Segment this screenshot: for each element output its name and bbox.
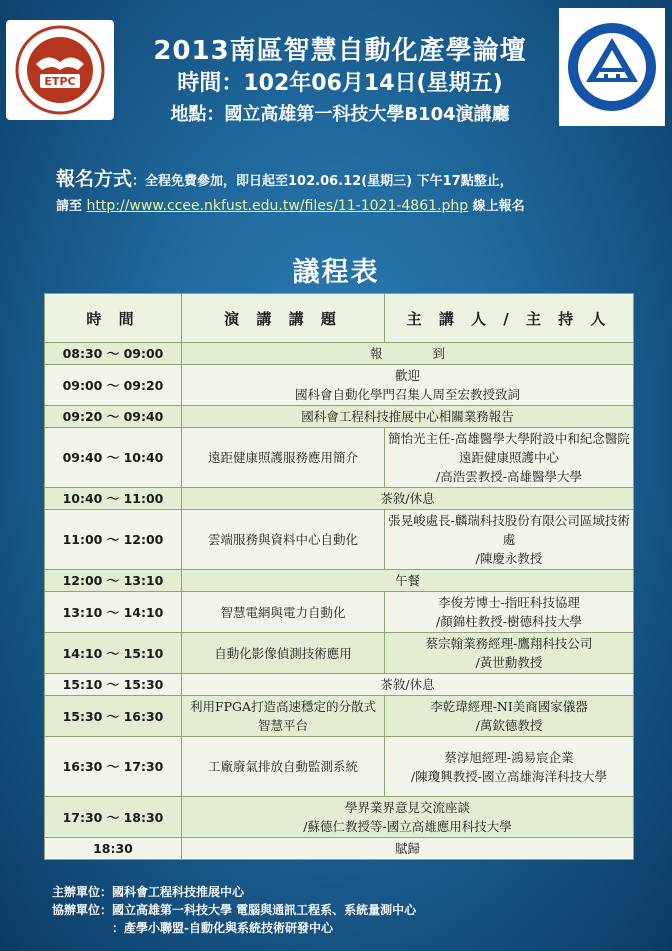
agenda-table xyxy=(44,293,634,860)
agenda-speaker: 李俊芳博士-指旺科技協理 /顏錦柱教授-樹德科技大學 xyxy=(385,592,634,633)
agenda-row xyxy=(45,510,634,570)
agenda-time: 09:20 ～ 09:40 xyxy=(45,406,182,428)
registration-prefix: 請至 xyxy=(56,199,83,214)
agenda-session: 茶敘/休息 xyxy=(182,488,634,510)
agenda-topic: 遠距健康照護服務應用簡介 xyxy=(182,428,385,488)
column-header-time: 時 間 xyxy=(45,294,182,343)
co-host-unit: 協辦單位：國立高雄第一科技大學 電腦與通訊工程系、系統量測中心 xyxy=(52,903,417,917)
agenda-session: 午餐 xyxy=(182,570,634,592)
university-logo xyxy=(559,8,665,126)
agenda-time: 15:30 ～ 16:30 xyxy=(45,696,182,737)
agenda-topic: 利用FPGA打造高速穩定的分散式智慧平台 xyxy=(182,696,385,737)
agenda-time: 11:00 ～ 12:00 xyxy=(45,510,182,570)
agenda-header-row xyxy=(45,294,634,343)
organizers xyxy=(52,883,652,937)
agenda-session: 學界業界意見交流座談 /蘇德仁教授等-國立高雄應用科技大學 xyxy=(182,797,634,838)
agenda-row xyxy=(45,365,634,406)
agenda-row xyxy=(45,406,634,428)
agenda-speaker: 李乾瑋經理-NI美商國家儀器 /萬欽德教授 xyxy=(385,696,634,737)
agenda-session: 歡迎 國科會自動化學門召集人周至宏教授致詞 xyxy=(182,365,634,406)
agenda-session: 報 到 xyxy=(182,343,634,365)
agenda-row xyxy=(45,428,634,488)
agenda-body xyxy=(45,343,634,860)
agenda-time: 13:10 ～ 14:10 xyxy=(45,592,182,633)
agenda-time: 16:30 ～ 17:30 xyxy=(45,737,182,797)
agenda-row xyxy=(45,633,634,674)
agenda-row xyxy=(45,838,634,860)
registration-link[interactable]: http://www.ccee.nkfust.edu.tw/files/11-1021-4861.php xyxy=(86,198,469,214)
event-place: 地點：國立高雄第一科技大學B104演講廳 xyxy=(170,104,510,125)
registration-line-2 xyxy=(56,194,656,219)
agenda-time: 17:30 ～ 18:30 xyxy=(45,797,182,838)
column-header-topic: 演 講 講 題 xyxy=(182,294,385,343)
agenda-time: 14:10 ～ 15:10 xyxy=(45,633,182,674)
agenda-row xyxy=(45,674,634,696)
agenda-row xyxy=(45,343,634,365)
agenda-row xyxy=(45,797,634,838)
column-header-speaker: 主 講 人 / 主 持 人 xyxy=(385,294,634,343)
agenda-speaker: 蔡宗翰業務經理-鷹翔科技公司 /黃世勳教授 xyxy=(385,633,634,674)
agenda-time: 12:00 ～ 13:10 xyxy=(45,570,182,592)
registration-text: ：全程免費參加，即日起至102.06.12(星期三) 下午17點整止， xyxy=(132,174,513,189)
host-unit: 主辦單位：國科會工程科技推展中心 xyxy=(52,885,245,899)
etpc-logo-text: ETPC xyxy=(44,75,76,88)
agenda-speaker: 簡怡光主任-高雄醫學大學附設中和紀念醫院遠距健康照護中心 /高浩雲教授-高雄醫學大學 xyxy=(385,428,634,488)
agenda-speaker: 蔡淳旭經理-鴻易宸企業 /陳瓊興教授-國立高雄海洋科技大學 xyxy=(385,737,634,797)
registration-line-1 xyxy=(56,167,656,194)
registration-label: 報名方式 xyxy=(56,168,133,190)
agenda-row xyxy=(45,570,634,592)
agenda-topic: 自動化影像偵測技術應用 xyxy=(182,633,385,674)
event-title: 2013南區智慧自動化產學論壇 xyxy=(153,36,527,66)
agenda-row xyxy=(45,737,634,797)
agenda-row xyxy=(45,592,634,633)
agenda-topic: 智慧電網與電力自動化 xyxy=(182,592,385,633)
event-time: 時間：102年06月14日(星期五) xyxy=(177,71,503,96)
etpc-logo xyxy=(6,20,114,120)
agenda-row xyxy=(45,696,634,737)
agenda-time: 10:40 ～ 11:00 xyxy=(45,488,182,510)
co-host-unit-2: ：產學小聯盟-自動化與系統技術研發中心 xyxy=(52,921,333,935)
agenda-time: 09:40 ～ 10:40 xyxy=(45,428,182,488)
agenda-time: 09:00 ～ 09:20 xyxy=(45,365,182,406)
agenda-session: 國科會工程科技推展中心相關業務報告 xyxy=(182,406,634,428)
registration-suffix: 線上報名 xyxy=(468,199,525,214)
agenda-speaker: 張晃峻處長-麟瑞科技股份有限公司區域技術處 /陳慶永教授 xyxy=(385,510,634,570)
agenda-topic: 雲端服務與資料中心自動化 xyxy=(182,510,385,570)
agenda-session: 賦歸 xyxy=(182,838,634,860)
agenda-time: 08:30 ～ 09:00 xyxy=(45,343,182,365)
agenda-session: 茶敘/休息 xyxy=(182,674,634,696)
registration-info xyxy=(56,167,656,219)
agenda-title: 議程表 xyxy=(292,257,380,288)
agenda-time: 15:10 ～ 15:30 xyxy=(45,674,182,696)
agenda-topic: 工廠廢氣排放自動監測系統 xyxy=(182,737,385,797)
agenda-row xyxy=(45,488,634,510)
agenda-time: 18:30 xyxy=(45,838,182,860)
